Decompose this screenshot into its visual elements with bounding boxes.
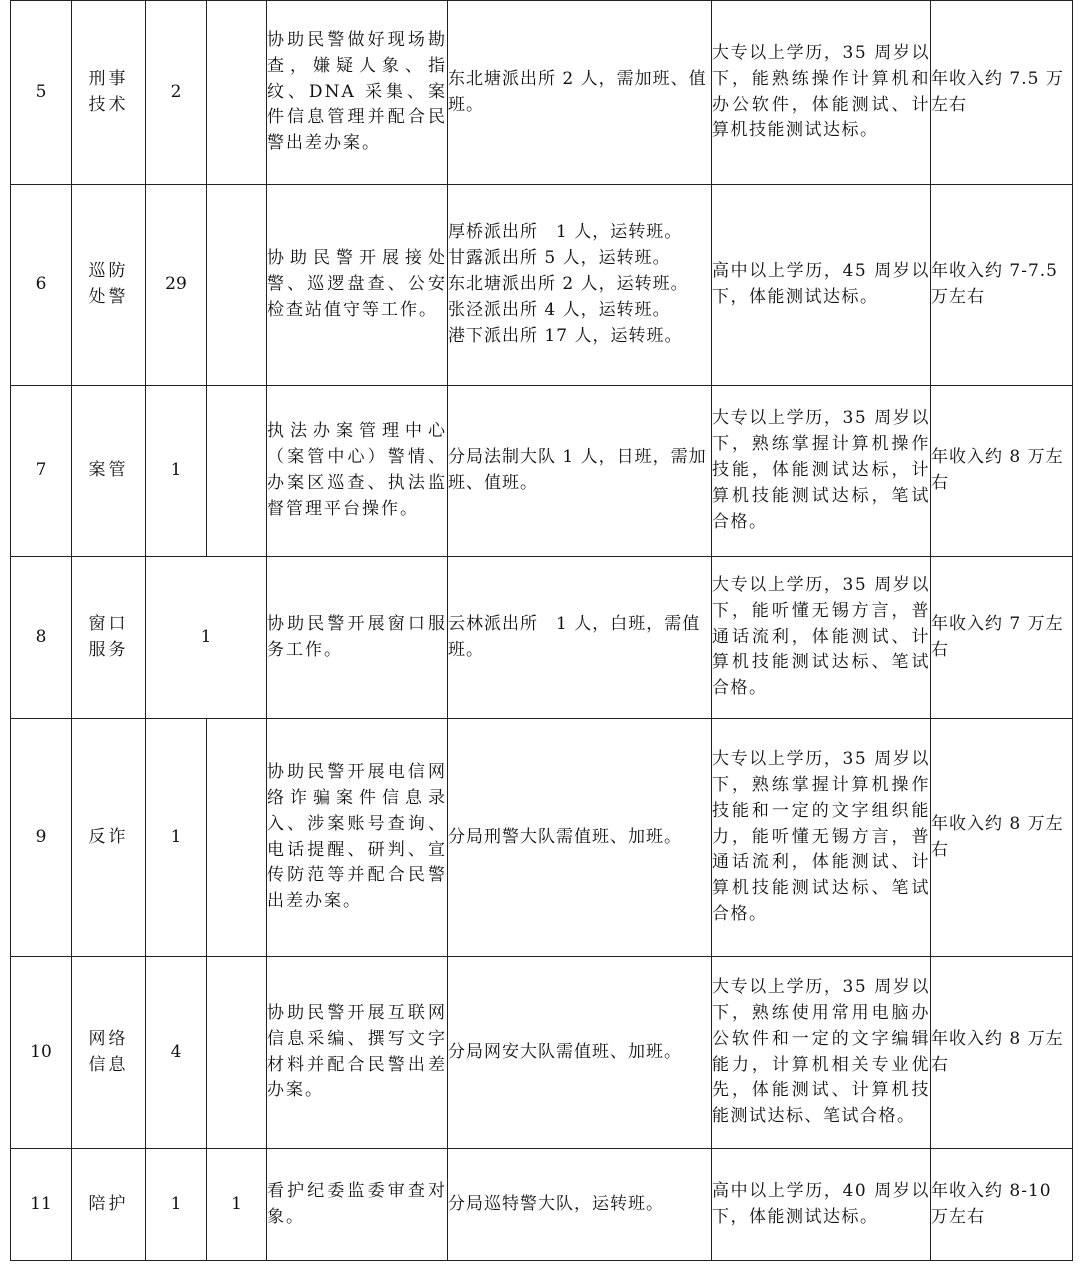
requirements: 高中以上学历，40 周岁以下，体能测试达标。 (712, 1149, 931, 1261)
table-row (11, 557, 1073, 719)
table-row (11, 957, 1073, 1149)
job-duties: 执法办案管理中心（案管中心）警情、办案区巡查、执法监督管理平台操作。 (267, 386, 448, 557)
work-location: 云林派出所 1 人，白班，需值班。 (448, 557, 712, 719)
table-row (11, 1, 1073, 185)
work-location: 分局刑警大队需值班、加班。 (448, 719, 712, 957)
job-duties: 协助民警开展接处警、巡逻盘查、公安检查站值守等工作。 (267, 185, 448, 386)
salary: 年收入约 8-10 万左右 (931, 1149, 1073, 1261)
row-number: 9 (11, 719, 72, 957)
table-row (11, 1149, 1073, 1261)
position-name: 反诈 (72, 719, 146, 957)
recruitment-table (10, 0, 1073, 1261)
position-name: 陪护 (72, 1149, 146, 1261)
sub-count (207, 719, 267, 957)
sub-count: 1 (207, 1149, 267, 1261)
headcount: 29 (146, 185, 207, 386)
headcount: 4 (146, 957, 207, 1149)
headcount: 1 (146, 719, 207, 957)
row-number: 5 (11, 1, 72, 185)
work-location: 东北塘派出所 2 人，需加班、值班。 (448, 1, 712, 185)
position-name: 刑事 技术 (72, 1, 146, 185)
position-name: 窗口 服务 (72, 557, 146, 719)
work-location: 厚桥派出所 1 人，运转班。 甘露派出所 5 人，运转班。 东北塘派出所 2 人，运转班。 张泾派出所 4 人，运转班。 港下派出所 17 人，运转班。 (448, 185, 712, 386)
row-number: 6 (11, 185, 72, 386)
job-duties: 协助民警开展电信网络诈骗案件信息录入、涉案账号查询、电话提醒、研判、宣传防范等并配合民警出差办案。 (267, 719, 448, 957)
headcount: 1 (146, 386, 207, 557)
table-row (11, 719, 1073, 957)
requirements: 大专以上学历，35 周岁以下，能听懂无锡方言，普通话流利，体能测试、计算机技能测试达标、笔试合格。 (712, 557, 931, 719)
salary: 年收入约 8 万左右 (931, 719, 1073, 957)
job-duties: 协助民警做好现场勘查，嫌疑人象、指纹、DNA 采集、案件信息管理并配合民警出差办案。 (267, 1, 448, 185)
position-name: 巡防 处警 (72, 185, 146, 386)
sub-count (207, 386, 267, 557)
salary: 年收入约 7.5 万左右 (931, 1, 1073, 185)
sub-count (207, 1, 267, 185)
job-duties: 协助民警开展互联网信息采编、撰写文字材料并配合民警出差办案。 (267, 957, 448, 1149)
position-name: 网络 信息 (72, 957, 146, 1149)
row-number: 10 (11, 957, 72, 1149)
requirements: 大专以上学历，35 周岁以下，熟练使用常用电脑办公软件和一定的文字编辑能力，计算机相关专业优先，体能测试、计算机技能测试达标、笔试合格。 (712, 957, 931, 1149)
salary: 年收入约 7 万左右 (931, 557, 1073, 719)
requirements: 高中以上学历，45 周岁以下，体能测试达标。 (712, 185, 931, 386)
sub-count (207, 957, 267, 1149)
table-row (11, 185, 1073, 386)
headcount: 1 (146, 1149, 207, 1261)
work-location: 分局网安大队需值班、加班。 (448, 957, 712, 1149)
job-duties: 看护纪委监委审查对象。 (267, 1149, 448, 1261)
requirements: 大专以上学历，35 周岁以下，熟练掌握计算机操作技能，体能测试达标，计算机技能测试达标，笔试合格。 (712, 386, 931, 557)
requirements: 大专以上学历，35 周岁以下，熟练掌握计算机操作技能和一定的文字组织能力，能听懂无锡方言，普通话流利，体能测试、计算机技能测试达标、笔试合格。 (712, 719, 931, 957)
work-location: 分局巡特警大队，运转班。 (448, 1149, 712, 1261)
row-number: 11 (11, 1149, 72, 1261)
job-duties: 协助民警开展窗口服务工作。 (267, 557, 448, 719)
headcount: 1 (146, 557, 267, 719)
work-location: 分局法制大队 1 人，日班，需加班、值班。 (448, 386, 712, 557)
requirements: 大专以上学历，35 周岁以下，能熟练操作计算机和办公软件，体能测试、计算机技能测试达标。 (712, 1, 931, 185)
salary: 年收入约 8 万左右 (931, 957, 1073, 1149)
salary: 年收入约 7-7.5 万左右 (931, 185, 1073, 386)
salary: 年收入约 8 万左右 (931, 386, 1073, 557)
row-number: 7 (11, 386, 72, 557)
table-row (11, 386, 1073, 557)
sub-count (207, 185, 267, 386)
position-name: 案管 (72, 386, 146, 557)
row-number: 8 (11, 557, 72, 719)
headcount: 2 (146, 1, 207, 185)
